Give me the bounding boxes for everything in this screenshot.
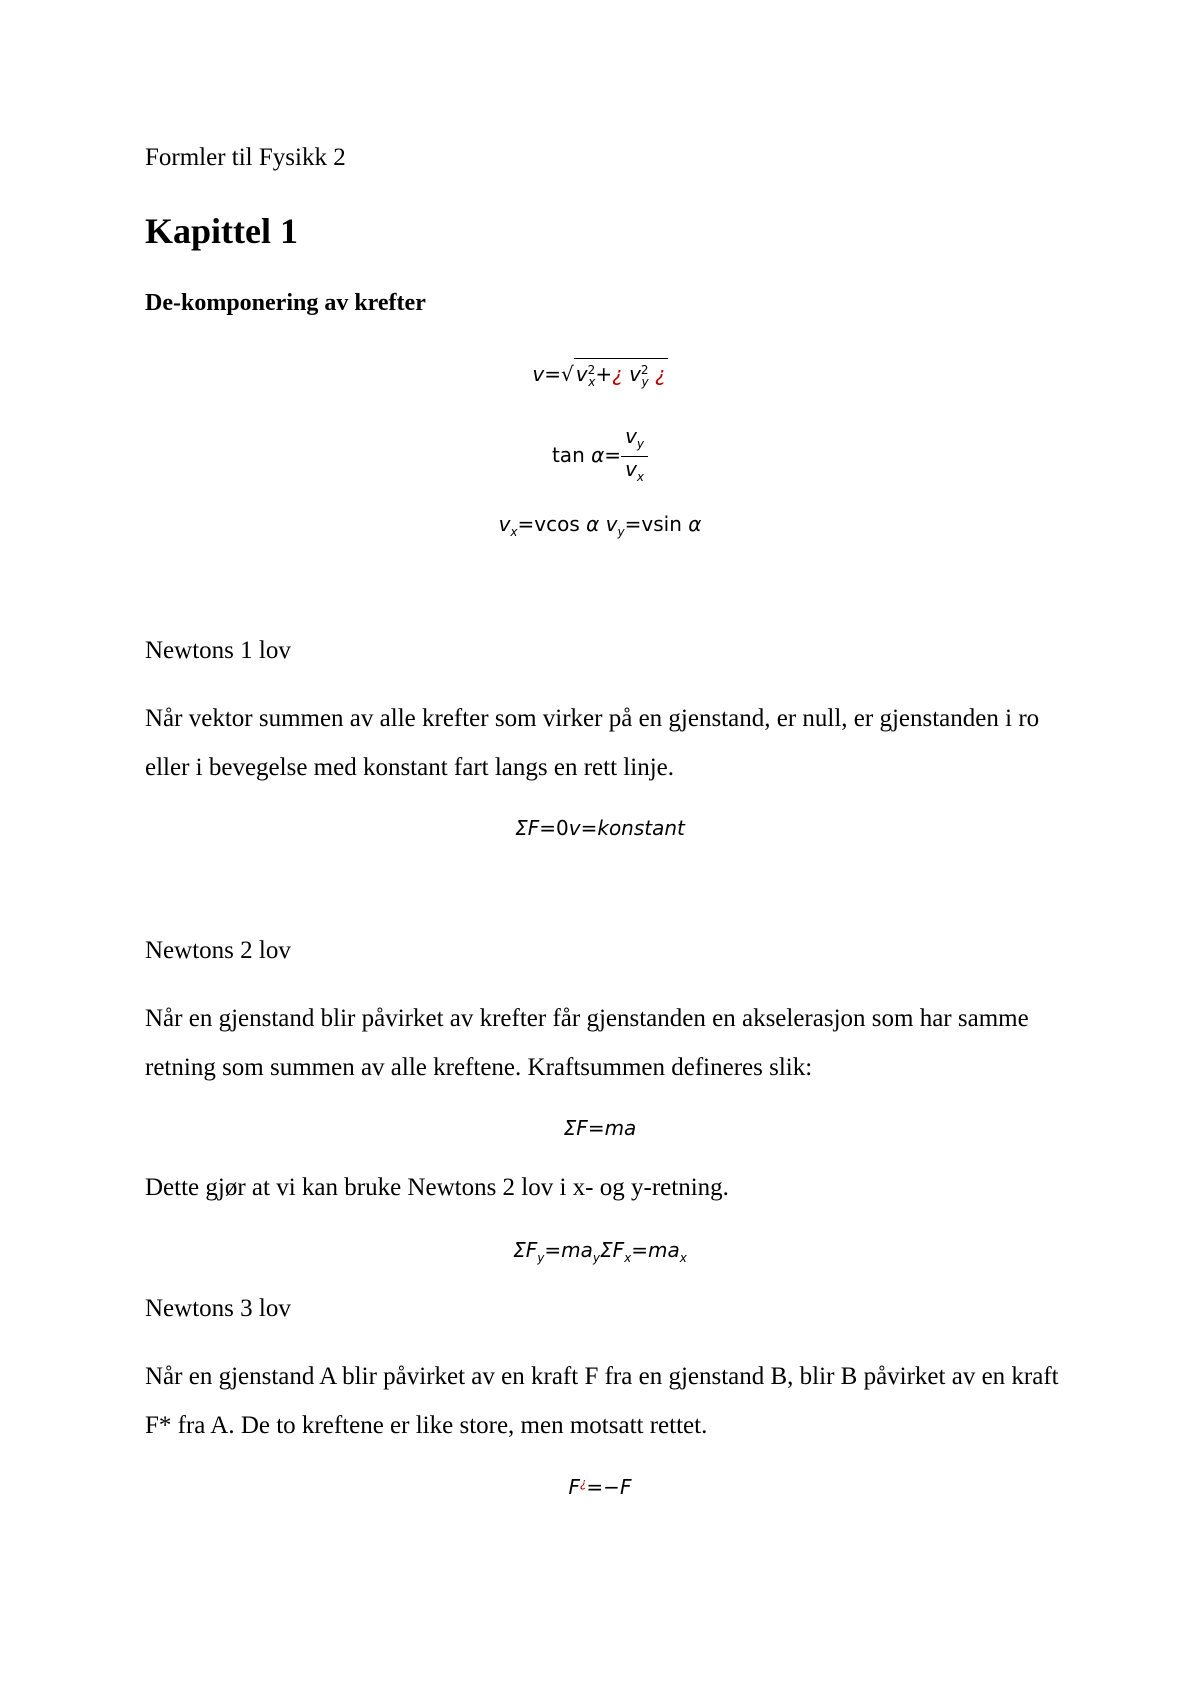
sqrt-radicand: $v^2_x+¿$ $v^2_y$ ¿ [574, 358, 668, 393]
newton1-text: Når vektor summen av alle krefter som virker på en gjenstand, er null, er gjenstanden i ro eller i bevegelse med konstant fart langs en rett linje. [145, 705, 1040, 781]
newton3-heading: Newtons 3 lov [145, 1295, 291, 1322]
newton2-text: Når en gjenstand blir påvirket av krefter får gjenstanden en akselerasjon som har samme retning som summen av alle kreftene. Kraftsummen defineres slik: [145, 1005, 1029, 1081]
newton2-heading: Newtons 2 lov [145, 937, 291, 964]
newton2-equation: ΣF=ma [563, 1116, 637, 1140]
equation-magnitude: v=√ $v^2_x+¿$ $v^2_y$ ¿ [0, 358, 1200, 393]
newton1-heading: Newtons 1 lov [145, 637, 291, 664]
equation-components: $v_x=vcos$ α $v_y=vsin$ α [498, 512, 702, 539]
newton1-equation: ΣF=0v=konstant [515, 816, 685, 840]
chapter-heading: Kapittel 1 [145, 211, 298, 251]
newton2-text2: Dette gjør at vi kan bruke Newtons 2 lov i x- og y-retning. [145, 1174, 729, 1201]
fraction: $\frac{v_y}{v_x}$ [621, 424, 648, 489]
document-title: Formler til Fysikk 2 [145, 144, 346, 171]
equation-tangent: tan α= $\frac{v_y}{v_x}$ [0, 424, 1200, 489]
newton3-equation: F¿=−F [568, 1475, 632, 1499]
section-heading: De-komponering av krefter [145, 290, 426, 316]
newton2-component-equation: $\Sigma F_y=ma_y\Sigma F_x=ma_x$ [513, 1238, 687, 1265]
newton3-text: Når en gjenstand A blir påvirket av en kraft F fra en gjenstand B, blir B påvirket av en kraft F* fra A. De to kreftene er like store, men motsatt rettet. [145, 1363, 1059, 1439]
